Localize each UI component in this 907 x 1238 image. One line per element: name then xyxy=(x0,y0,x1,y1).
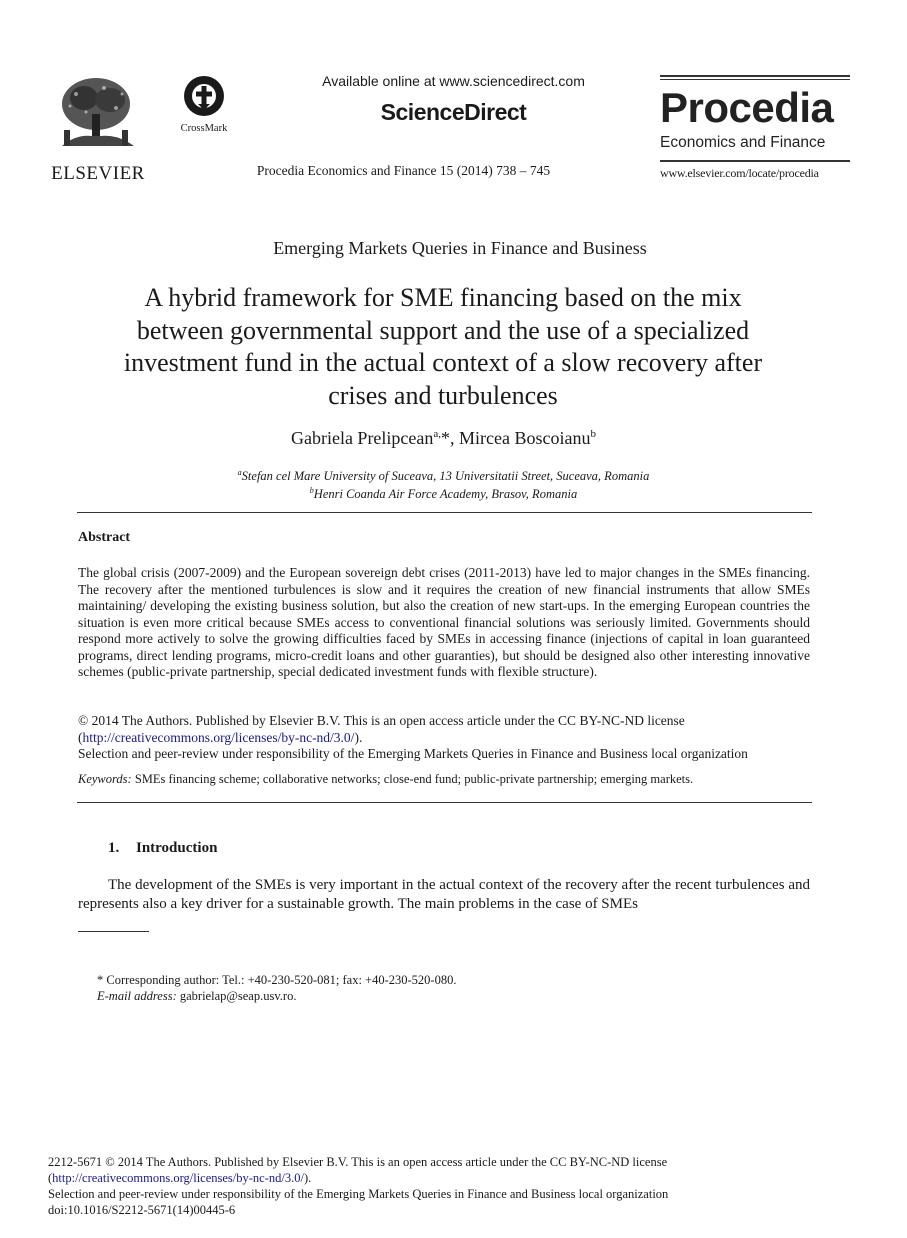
footer-license-line: 2212-5671 © 2014 The Authors. Published by Elsevier B.V. This is an open access article under the CC BY-NC-ND license xyxy=(48,1155,668,1169)
affiliation-marker: b xyxy=(309,486,314,495)
affiliation-text: Stefan cel Mare University of Suceava, 13 Universitatii Street, Suceava, Romania xyxy=(241,469,650,484)
page-footer xyxy=(48,1154,848,1218)
affiliation xyxy=(0,468,887,484)
procedia-rule-top-thin xyxy=(660,79,850,80)
abstract-bottom-rule xyxy=(77,802,812,803)
procedia-logo xyxy=(660,75,850,181)
doi[interactable]: doi:10.1016/S2212-5671(14)00445-6 xyxy=(48,1203,236,1217)
paren-open: ( xyxy=(78,729,83,745)
affiliation xyxy=(0,486,887,502)
title-line: A hybrid framework for SME financing based on the mix xyxy=(144,283,742,312)
keywords-text: SMEs financing scheme; collaborative networks; close-end fund; public-private partnership; emerging markets. xyxy=(131,772,694,786)
footer-peer-review-line: Selection and peer-review under responsibility of the Emerging Markets Queries in Finance and Business local organization xyxy=(48,1187,669,1201)
corresponding-author-note: * Corresponding author: Tel.: +40-230-520-081; fax: +40-230-520-080. xyxy=(97,973,457,987)
crossmark-label: CrossMark xyxy=(180,123,228,134)
paper-title xyxy=(90,282,796,412)
license-link[interactable]: http://creativecommons.org/licenses/by-nc-nd/3.0/ xyxy=(82,729,355,745)
paren-close: ). xyxy=(354,729,363,745)
procedia-subtitle: Economics and Finance xyxy=(660,134,826,151)
peer-review-line: Selection and peer-review under responsibility of the Emerging Markets Queries in Finance and Business local organization xyxy=(78,746,748,761)
corresponding-author-marker[interactable]: * xyxy=(441,428,451,448)
section-heading-introduction xyxy=(108,840,217,857)
author-affiliation-marker: b xyxy=(590,428,597,440)
author-name: Gabriela Prelipcean xyxy=(290,428,434,448)
license-line: © 2014 The Authors. Published by Elsevier B.V. This is an open access article under the CC BY-NC-ND license xyxy=(78,713,685,728)
license-block xyxy=(78,713,818,763)
email-address[interactable]: gabrielap@seap.usv.ro. xyxy=(176,989,297,1003)
author-separator: , xyxy=(450,428,460,448)
journal-reference: Procedia Economics and Finance 15 (2014) 738 – 745 xyxy=(256,163,551,178)
author-affiliation-marker: a, xyxy=(433,428,442,440)
procedia-rule-bottom xyxy=(660,160,850,162)
footer-license-link[interactable]: http://creativecommons.org/licenses/by-nc-nd/3.0/ xyxy=(52,1171,304,1185)
abstract-heading: Abstract xyxy=(78,530,131,545)
abstract-text: The global crisis (2007-2009) and the European sovereign debt crises (2011-2013) have led to major changes in the SMEs financing. The recovery after the mentioned turbulences is slow and it requires the creation of new financial instruments that allow SMEs maintaining/ developing the existing business solution, but also the creation of new start-ups. In the emerging European countries the situation is even more critical because SMEs access to conventional financial solutions was seriously limited. Governments should respond more actively to solve the growing difficulties faced by SMEs in accessing finance (injections of capital in loan guaranteed programs, direct lending programs, micro-credit loans and other guaranties), but should be designed also other interesting innovative schemes (public-private partnership, special dedicated investment funds with flexible structure). xyxy=(78,565,810,679)
email-note xyxy=(97,989,296,1004)
section-number: 1. xyxy=(108,840,120,856)
section-title: Introduction xyxy=(136,840,218,856)
procedia-rule-top xyxy=(660,75,850,77)
title-line: crises and turbulences xyxy=(328,380,558,410)
sciencedirect-logo[interactable]: ScienceDirect xyxy=(380,99,527,125)
paren-close: ). xyxy=(303,1171,312,1185)
keywords-line xyxy=(78,772,818,787)
affiliation-text: Henri Coanda Air Force Academy, Brasov, Romania xyxy=(313,487,578,502)
footnote-rule xyxy=(78,931,149,932)
paren-open: ( xyxy=(48,1171,53,1185)
elsevier-wordmark: ELSEVIER xyxy=(51,163,145,184)
affiliation-marker: a xyxy=(237,468,242,477)
footer-url-line xyxy=(48,1170,848,1186)
available-online-text: Available online at www.sciencedirect.com xyxy=(322,73,585,89)
introduction-paragraph: The development of the SMEs is very important in the actual context of the recovery after the recent turbulences and represents also a key driver for a sustainable growth. The main problems in the case of SMEs xyxy=(78,877,810,912)
procedia-url[interactable]: www.elsevier.com/locate/procedia xyxy=(660,166,819,180)
email-label: E-mail address: xyxy=(97,989,177,1003)
license-url-line xyxy=(78,730,818,747)
procedia-title: Procedia xyxy=(660,84,834,131)
keywords-label: Keywords: xyxy=(78,772,132,786)
author-name: Mircea Boscoianu xyxy=(459,428,591,448)
conference-name: Emerging Markets Queries in Finance and Business xyxy=(273,238,647,258)
title-line: between governmental support and the use of a specialized xyxy=(136,315,750,345)
title-line: investment fund in the actual context of a slow recovery after xyxy=(123,348,763,377)
author-list xyxy=(0,428,887,449)
abstract-top-rule xyxy=(77,512,812,513)
